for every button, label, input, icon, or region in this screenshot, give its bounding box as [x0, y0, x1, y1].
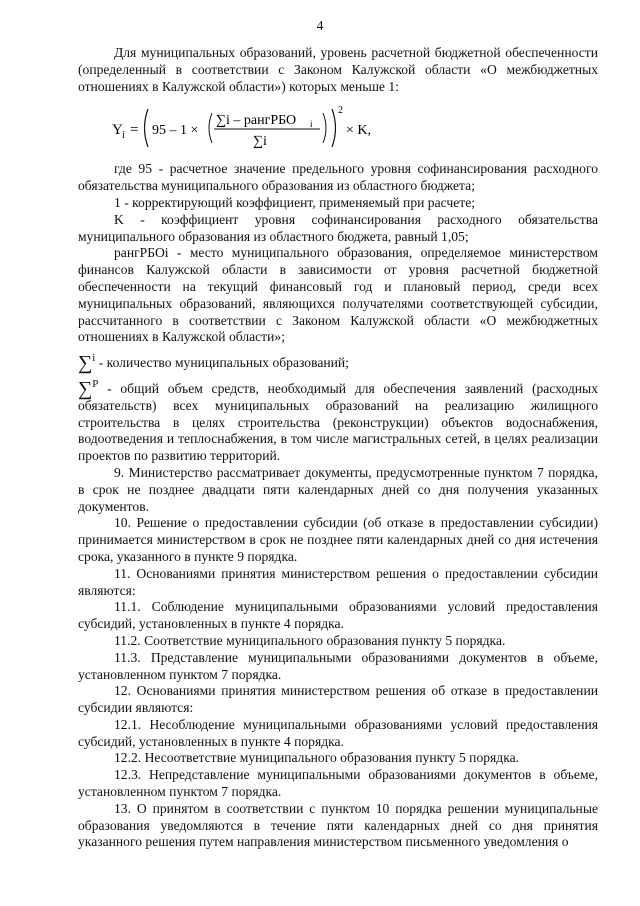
formula-left-paren — [145, 109, 149, 147]
formula-lhs: Y — [112, 122, 123, 139]
paragraph-11-3: 11.3. Представление муниципальными образованиями документов в объеме, установленном пунктом 7 порядка. — [78, 649, 598, 682]
paragraph-11-2: 11.2. Соответствие муниципального образования пункту 5 порядка. — [114, 632, 506, 648]
definition-sum-p — [78, 376, 598, 465]
paragraph-12-1: 12.1. Несоблюдение муниципальными образованиями условий предоставления субсидий, установленных в пункте 4 порядка. — [78, 716, 598, 749]
paragraph-12: 12. Основаниями принятия министерством решения об отказе в предоставлении субсидии являются: — [78, 683, 598, 716]
formula-denominator: ∑i — [253, 134, 267, 150]
paragraph-12-2: 12.2. Несоответствие муниципального образования пункту 5 порядка. — [114, 750, 520, 766]
paragraph-10: 10. Решение о предоставлении субсидии (об отказе в предоставлении субсидии) принимается министерством в срок не позднее пяти календарных дней со дня истечения срока, указанного в пункте 9 порядка. — [78, 515, 598, 564]
paragraph-12-3: 12.3. Непредставление муниципальными образованиями документов в объеме, установленном пунктом 7 порядка. — [78, 767, 598, 800]
definition-rank: рангРБОi - место муниципального образования, определяемое министерством финансов Калужской области в зависимости от уровня расчетной бюджетной обеспеченности на текущий финансовый год и плановый период, среди всех муниципальных образований, являющихся получателями соответствующей субсидии, рассчитанного в соответствии с Законом Калужской области «О межбюджетных отношениях в Калужской области»; — [78, 245, 598, 345]
page-number: 4 — [316, 18, 324, 33]
intro-paragraph: Для муниципальных образований, уровень расчетной бюджетной обеспеченности (определенный в соответствии с Законом Калужской области «О межбюджетных отношениях в Калужской области») которых меньше 1: — [78, 45, 598, 94]
sum-var: i — [92, 352, 96, 365]
formula-graphic — [108, 103, 408, 155]
sum-var: P — [92, 377, 99, 390]
formula-inner-right-paren — [323, 113, 326, 143]
document-body — [78, 45, 598, 851]
sum-p-text: - общий объем средств, необходимый для обеспечения заявлений (расходных обязательств) всех муниципальных образований на реализацию жилищного строительства в целях строительства (реконструкции) объектов водоснабжения, водоотведения и теплоснабжения, в том числе магистральных сетей, в целях реализации проектов по развитию территорий. — [78, 380, 598, 464]
formula-numerator: ∑i – рангРБО — [216, 113, 297, 129]
formula-lhs-sub: i — [122, 130, 125, 142]
formula-power: 2 — [338, 105, 343, 117]
definition-sum-i — [78, 350, 598, 375]
formula-open: 95 – 1 × — [152, 123, 199, 139]
sum-symbol: ∑ — [78, 377, 93, 400]
definition-95: где 95 - расчетное значение предельного уровня софинансирования расходного обязательства муниципального образования из областного бюджета; — [78, 161, 598, 194]
formula-numerator-sub: i — [310, 119, 313, 130]
formula-right-paren — [332, 109, 336, 147]
formula-inner-left-paren — [209, 113, 212, 143]
paragraph-11: 11. Основаниями принятия министерством решения о предоставлении субсидии являются: — [78, 565, 598, 598]
paragraph-9: 9. Министерство рассматривает документы, предусмотренные пунктом 7 порядка, в срок не позднее двадцати пяти календарных дней со дня получения указанных документов. — [78, 464, 598, 514]
paragraph-11-1: 11.1. Соблюдение муниципальными образованиями условий предоставления субсидий, установленных в пункте 4 порядка. — [78, 599, 598, 632]
definition-1: 1 - корректирующий коэффициент, применяемый при расчете; — [114, 194, 476, 210]
sum-i-text: - количество муниципальных образований; — [95, 355, 349, 371]
sum-symbol: ∑ — [78, 352, 93, 375]
formula — [108, 103, 598, 153]
formula-equals: = — [130, 122, 139, 139]
definition-k: K - коэффициент уровня софинансирования расходного обязательства муниципального образования из областного бюджета, равный 1,05; — [78, 211, 598, 244]
formula-tail: × K, — [346, 123, 372, 139]
paragraph-13: 13. О принятом в соответствии с пунктом 10 порядка решении муниципальные образования уведомляются в течение пяти календарных дней со дня принятия указанного решения путем направления министерством письменного уведомления о — [78, 800, 598, 850]
